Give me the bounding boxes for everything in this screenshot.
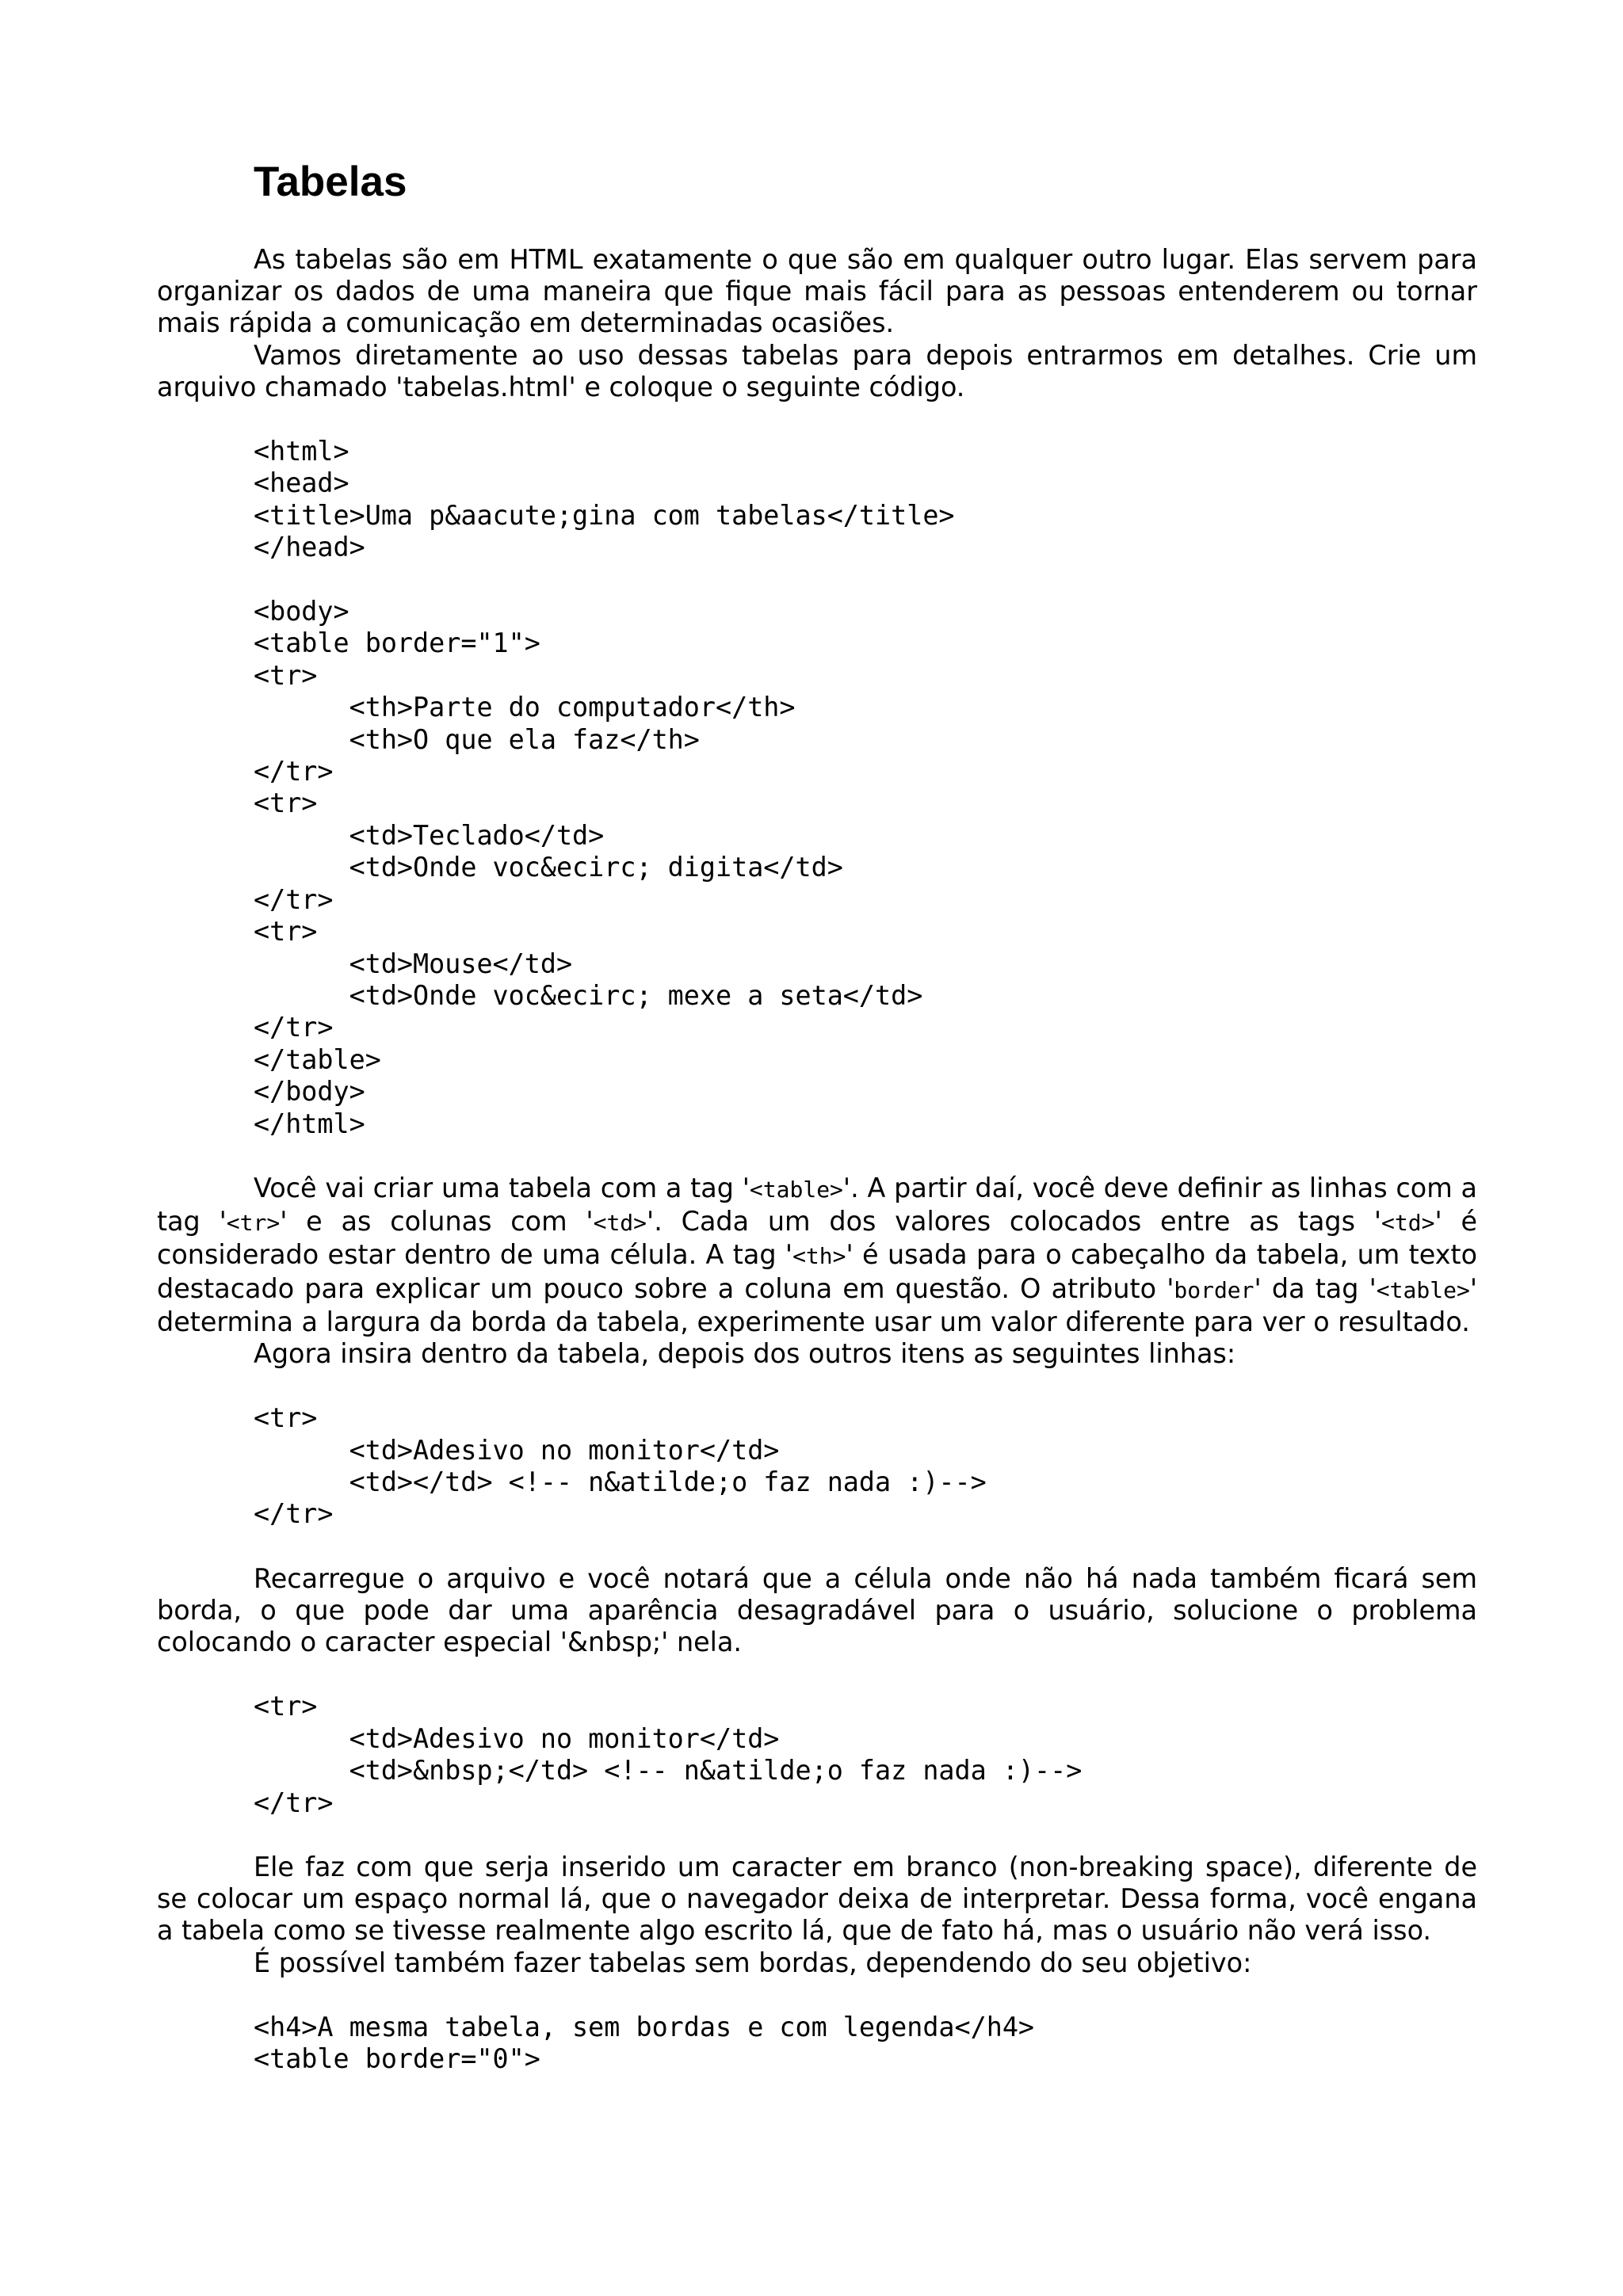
text-segment: '. Cada um dos valores colocados entre as tags ' [647,1206,1382,1238]
code-block-borderless-table: <h4>A mesma tabela, sem bordas e com legenda</h4> <table border="0"> [254,2011,1035,2075]
inline-code-border: border [1174,1276,1254,1303]
inline-code-td: <td> [1381,1210,1435,1237]
code-block-table-example: <html> <head> <title>Uma p&aacute;gina com tabelas</title> </head> <body> <table border="1"> <tr> <th>Parte do computador</th> <th>O que ela faz</th> </tr> <tr> <td>Teclado</td> <td>Onde voc&ecirc; digita</td> </tr> <tr> <td>Mouse</td> <td>Onde voc&ecirc; mexe a seta</td> </tr> </table> </body> </html> [254,436,955,1139]
code-block-nbsp-cell: <tr> <td>Adesivo no monitor</td> <td>&nbsp;</td> <!-- n&atilde;o faz nada :)--> </tr> [254,1691,1083,1818]
inline-code-td: <td> [593,1210,647,1237]
spacer [157,1979,1477,2012]
paragraph-table-tags [157,1173,1477,1338]
spacer [157,1531,1477,1563]
spacer [157,1819,1477,1852]
inline-code-table: <table> [749,1176,843,1203]
spacer [157,1370,1477,1402]
inline-code-tr: <tr> [226,1210,281,1237]
document-page [157,151,1477,2076]
text-segment: Você vai criar uma tabela com a tag ' [254,1172,750,1203]
spacer [157,403,1477,436]
text-segment: ' determina a largura da borda da tabela, experimente usar um valor diferente para ver o resultado. [157,1272,1477,1337]
text-segment: ' é considerado estar dentro de uma célula. A tag ' [157,1206,1477,1271]
spacer [157,1140,1477,1173]
code-block-empty-cell: <tr> <td>Adesivo no monitor</td> <td></td> <!-- n&atilde;o faz nada :)--> </tr> [254,1402,987,1530]
paragraph-borderless: É possível também fazer tabelas sem bordas, dependendo do seu objetivo: [254,1947,1252,1978]
paragraph-intro: As tabelas são em HTML exatamente o que são em qualquer outro lugar. Elas servem para organizar os dados de uma maneira que fique mais fácil para as pessoas entenderem ou tornar mais rápida a comunicação em determinadas ocasiões. [157,244,1477,339]
paragraph-create-file: Vamos diretamente ao uso dessas tabelas para depois entrarmos em detalhes. Crie um arquivo chamado 'tabelas.html' e coloque o seguinte código. [157,339,1477,402]
inline-code-table: <table> [1376,1276,1470,1303]
spacer [157,214,1477,244]
inline-code-th: <th> [792,1243,846,1270]
text-segment: '. A partir daí, você deve definir as linhas com a tag ' [157,1172,1477,1238]
spacer [157,1658,1477,1691]
text-segment: ' é usada para o cabeçalho da tabela, um texto destacado para explicar um pouco sobre a coluna em questão. O atributo ' [157,1239,1477,1304]
text-segment: ' e as colunas com ' [280,1206,594,1238]
text-segment: ' da tag ' [1254,1272,1377,1304]
page-title: Tabelas [254,158,407,205]
paragraph-insert-rows: Agora insira dentro da tabela, depois dos outros itens as seguintes linhas: [254,1337,1236,1369]
paragraph-nbsp-explanation: Ele faz com que serja inserido um caracter em branco (non-breaking space), diferente de se colocar um espaço normal lá, que o navegador deixa de interpretar. Dessa forma, você engana a tabela como se tivesse realmente algo escrito lá, que de fato há, mas o usuário não verá isso. [157,1852,1477,1947]
paragraph-reload: Recarregue o arquivo e você notará que a célula onde não há nada também ficará sem borda, o que pode dar uma aparência desagradável para o usuário, solucione o problema colocando o caracter especial '&nbsp;' nela. [157,1562,1477,1658]
